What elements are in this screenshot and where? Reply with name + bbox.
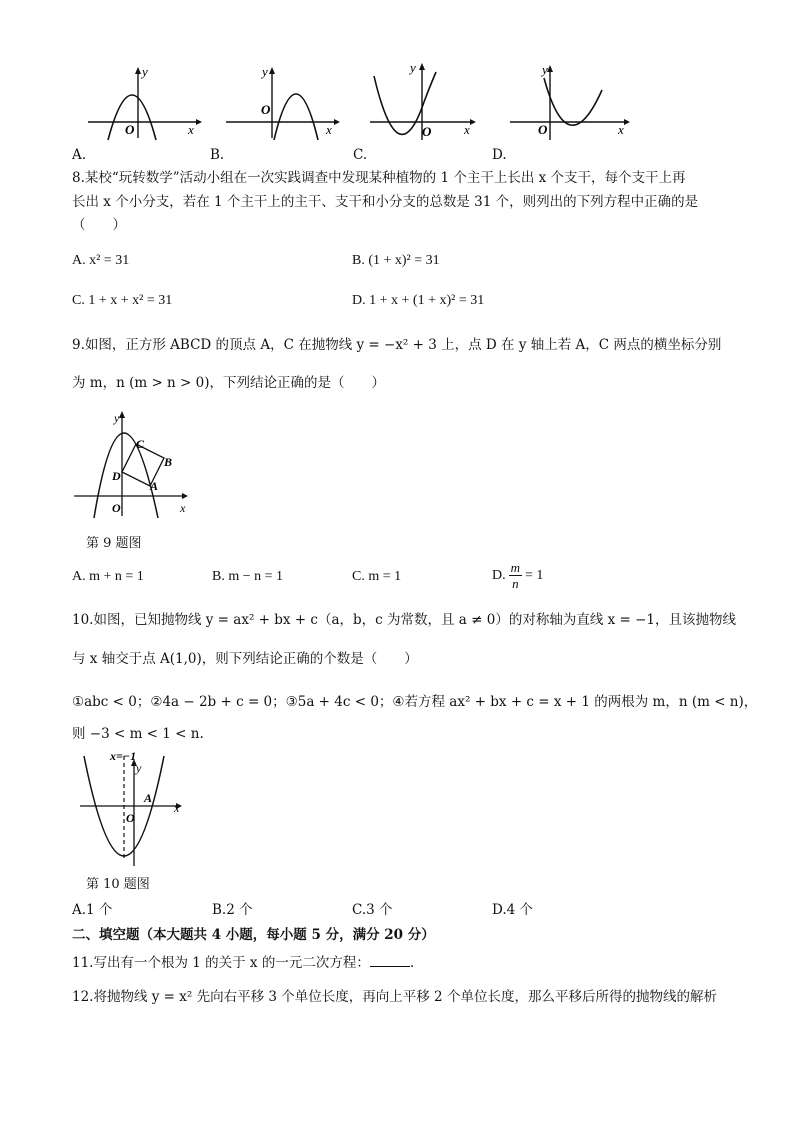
graph-b-origin-label: O (261, 102, 271, 117)
graph-option-c-letter[interactable]: C. (353, 147, 368, 163)
q9-option-c[interactable]: C. m = 1 (352, 569, 402, 584)
graph-c-origin-label: O (422, 124, 432, 139)
q10-y-label: y (136, 761, 142, 775)
q10-origin-label: O (126, 811, 135, 825)
graph-a-y-label: y (142, 64, 148, 79)
q12-line-1: 12.将抛物线 y = x² 先向右平移 3 个单位长度，再向上平移 2 个单位长度，那么平移后所得的抛物线的解析 (72, 989, 717, 1005)
graph-d-origin-label: O (538, 122, 548, 137)
q10-line-2: 与 x 轴交于点 A(1,0)，则下列结论正确的个数是（ ） (72, 651, 418, 667)
q9-option-d-denominator: n (512, 576, 519, 591)
q9-origin-label: O (112, 501, 121, 515)
q10-point-a: A (144, 791, 153, 805)
q9-x-label: x (180, 501, 186, 515)
q10-caption: 第 10 题图 (86, 877, 150, 892)
q9-point-b: B (164, 455, 173, 469)
graph-c-x-label: x (464, 122, 470, 137)
q11-answer-blank[interactable] (370, 954, 410, 967)
graph-a-origin-label: O (125, 122, 135, 137)
graph-option-d-letter[interactable]: D. (492, 147, 507, 163)
q8-line-2: 长出 x 个小分支，若在 1 个主干上的主干、支干和小分支的总数是 31 个，则列出的下列方程中正确的是 (72, 194, 699, 210)
q10-line-3: ①abc < 0；②4a − 2b + c = 0；③5a + 4c < 0；④若方程 ax² + bx + c = x + 1 的两根为 m，n (m < n)， (72, 694, 758, 710)
graph-c-y-label: y (410, 62, 416, 75)
q8-option-c[interactable]: C. 1 + x + x² = 31 (72, 293, 173, 308)
q9-point-a: A (150, 479, 159, 493)
q11 (72, 954, 414, 972)
q9-line-2: 为 m，n (m > n > 0)，下列结论正确的是（ ） (72, 375, 385, 391)
graph-b-y-label: y (262, 64, 268, 79)
q8-option-a[interactable]: A. x² = 31 (72, 253, 130, 268)
q9-figure (70, 408, 195, 518)
graph-option-b (222, 62, 342, 142)
q9-option-d[interactable] (492, 560, 543, 591)
q10-line-4: 则 −3 < m < 1 < n. (72, 726, 204, 742)
q10-x-label: x (174, 801, 180, 815)
q9-option-b[interactable]: B. m − n = 1 (212, 569, 284, 584)
graph-option-a (84, 62, 204, 142)
graph-option-c (366, 62, 486, 142)
q11-end: . (409, 955, 415, 971)
q9-point-c: C (136, 437, 145, 451)
q10-option-d[interactable]: D.4 个 (492, 902, 534, 918)
q8-option-d[interactable]: D. 1 + x + (1 + x)² = 31 (352, 293, 485, 308)
q10-line-1: 10.如图，已知抛物线 y = ax² + bx + c（a，b，c 为常数，且 a ≠ 0）的对称轴为直线 x = −1，且该抛物线 (72, 612, 737, 628)
q9-caption: 第 9 题图 (86, 536, 142, 551)
graph-d-y-label: y (542, 62, 548, 77)
q10-option-b[interactable]: B.2 个 (212, 902, 253, 918)
q9-option-d-suffix: = 1 (525, 567, 544, 583)
section-2-heading: 二、填空题（本大题共 4 小题，每小题 5 分，满分 20 分） (72, 927, 435, 943)
q9-line-1: 9.如图，正方形 ABCD 的顶点 A，C 在抛物线 y = −x² + 3 上，点 D 在 y 轴上若 A，C 两点的横坐标分别 (72, 337, 722, 353)
q8-line-3: （ ） (72, 217, 126, 233)
graph-option-b-letter[interactable]: B. (210, 147, 225, 163)
q11-text: 11.写出有一个根为 1 的关于 x 的一元二次方程： (72, 955, 370, 971)
q9-y-label: y (114, 411, 120, 425)
q8-option-b[interactable]: B. (1 + x)² = 31 (352, 253, 440, 268)
graph-d-x-label: x (618, 122, 624, 137)
q10-option-a[interactable]: A.1 个 (72, 902, 113, 918)
graph-a-x-label: x (188, 122, 194, 137)
graph-b-x-label: x (326, 122, 332, 137)
graph-options-row (70, 62, 630, 162)
graph-option-d (506, 62, 630, 142)
q10-axis-of-symmetry-label: x=−1 (110, 749, 137, 763)
q9-option-d-fraction (509, 560, 522, 591)
graph-option-a-letter[interactable]: A. (72, 147, 87, 163)
q9-point-d: D (112, 469, 121, 483)
q10-option-c[interactable]: C.3 个 (352, 902, 393, 918)
q9-option-d-numerator: m (510, 560, 521, 575)
q9-option-d-prefix: D. (492, 567, 506, 583)
q9-option-a[interactable]: A. m + n = 1 (72, 569, 144, 584)
q8-line-1: 8.某校“玩转数学”活动小组在一次实践调查中发现某种植物的 1 个主干上长出 x 个支干，每个支干上再 (72, 170, 686, 186)
q10-figure (70, 748, 190, 868)
